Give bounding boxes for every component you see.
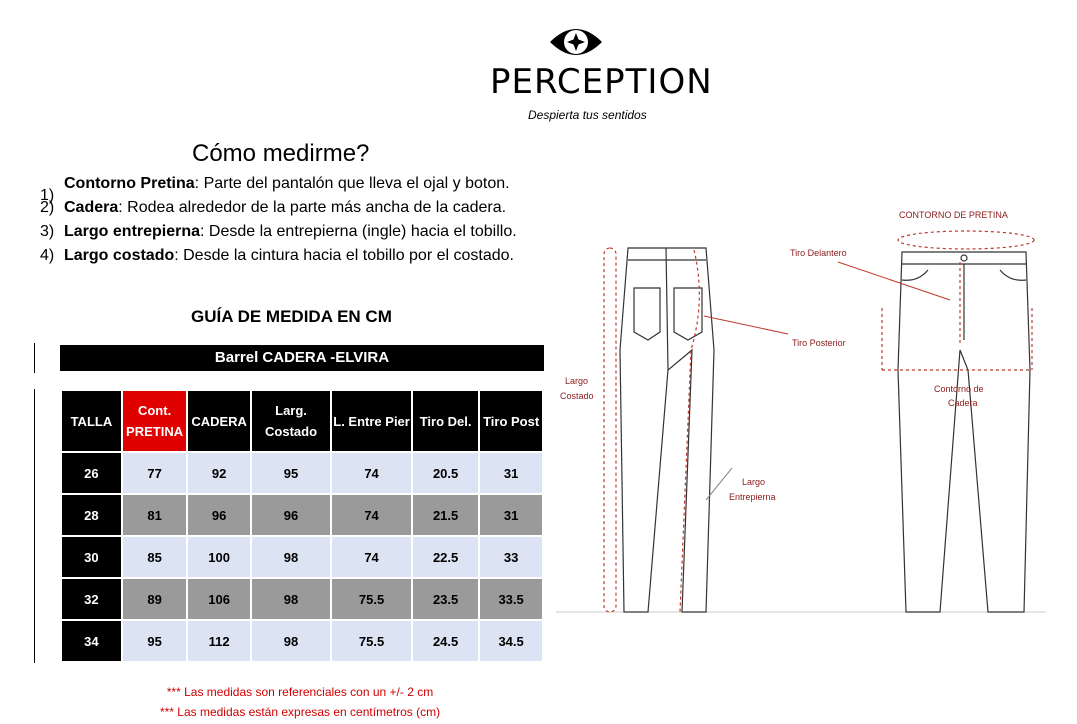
table-cell: 75.5: [331, 578, 412, 620]
note-line: *** Las medidas son referenciales con un +/- 2 cm: [166, 685, 434, 699]
table-cell: 31: [479, 494, 543, 536]
divider-line: [34, 343, 35, 373]
step-item: 2) Cadera: Rodea alrededor de la parte más ancha de la cadera.: [40, 199, 507, 216]
table-row: [61, 452, 543, 494]
label-largo-costado: Costado: [560, 391, 594, 401]
table-cell: 95: [122, 620, 188, 662]
table-cell: 98: [251, 578, 331, 620]
note-line: *** Las medidas están expresas en centímetros (cm): [159, 705, 441, 719]
step-desc: : Parte del pantalón que lleva el ojal y boton.: [194, 175, 510, 192]
step-desc: : Rodea alrededor de la parte más ancha de la cadera.: [118, 199, 507, 216]
header-cell: L. Entre Pier: [331, 390, 412, 452]
table-cell: 33.5: [479, 578, 543, 620]
size-guide-title: GUÍA DE MEDIDA EN CM: [191, 307, 392, 326]
step-item: 4) Largo costado: Desde la cintura hacia el tobillo por el costado.: [40, 247, 514, 264]
header-cell: TALLA: [61, 390, 122, 452]
size-table: [60, 389, 544, 663]
step-item: 3) Largo entrepierna: Desde la entrepierna (ingle) hacia el tobillo.: [40, 223, 517, 240]
table-cell: 22.5: [412, 536, 479, 578]
table-cell: 96: [251, 494, 331, 536]
table-cell: 74: [331, 536, 412, 578]
step-term: Largo costado: [64, 247, 175, 264]
table-cell: 85: [122, 536, 188, 578]
table-header-row: [61, 390, 543, 452]
divider-line: [34, 389, 35, 663]
header-cell: Cont. PRETINA: [122, 390, 188, 452]
label-largo-costado: Largo: [565, 376, 589, 386]
label-contorno-cadera: Contorno de: [934, 384, 984, 394]
brand-name: PERCEPTION: [490, 62, 713, 102]
table-cell: 95: [251, 452, 331, 494]
header-cell: CADERA: [187, 390, 251, 452]
step-term: Contorno Pretina: [64, 175, 195, 192]
step-term: Cadera: [64, 199, 119, 216]
table-row: [61, 536, 543, 578]
brand-tagline: Despierta tus sentidos: [528, 108, 647, 122]
size-cell: 28: [61, 494, 122, 536]
table-cell: 81: [122, 494, 188, 536]
header-cell: Larg. Costado: [251, 390, 331, 452]
table-cell: 106: [187, 578, 251, 620]
table-cell: 89: [122, 578, 188, 620]
label-largo-entrepierna: Largo: [742, 477, 766, 487]
table-cell: 74: [331, 452, 412, 494]
measurement-steps: [40, 172, 560, 268]
disclaimer-notes: [100, 682, 500, 722]
table-cell: 31: [479, 452, 543, 494]
header-cell: Tiro Post: [479, 390, 543, 452]
table-row: [61, 494, 543, 536]
table-cell: 21.5: [412, 494, 479, 536]
table-row: [61, 620, 543, 662]
table-cell: 112: [187, 620, 251, 662]
label-contorno-cadera: Cadera: [948, 398, 978, 408]
size-cell: 32: [61, 578, 122, 620]
step-item: 1) Contorno Pretina: Parte del pantalón que lleva el ojal y boton.: [40, 175, 510, 204]
table-cell: 74: [331, 494, 412, 536]
table-cell: 96: [187, 494, 251, 536]
step-desc: : Desde la entrepierna (ingle) hacia el tobillo.: [200, 223, 517, 240]
table-cell: 92: [187, 452, 251, 494]
label-contorno-pretina: CONTORNO DE PRETINA: [899, 210, 1008, 220]
table-cell: 34.5: [479, 620, 543, 662]
table-cell: 98: [251, 536, 331, 578]
table-cell: 98: [251, 620, 331, 662]
size-cell: 26: [61, 452, 122, 494]
label-tiro-delantero: Tiro Delantero: [790, 248, 847, 258]
how-to-title: Cómo medirme?: [192, 140, 370, 167]
table-cell: 75.5: [331, 620, 412, 662]
table-row: [61, 578, 543, 620]
label-tiro-posterior: Tiro Posterior: [792, 338, 846, 348]
size-cell: 34: [61, 620, 122, 662]
header-cell: Tiro Del.: [412, 390, 479, 452]
step-term: Largo entrepierna: [64, 223, 201, 240]
table-cell: 77: [122, 452, 188, 494]
table-cell: 24.5: [412, 620, 479, 662]
label-largo-entrepierna: Entrepierna: [729, 492, 776, 502]
eye-icon: [548, 22, 604, 62]
table-cell: 33: [479, 536, 543, 578]
table-cell: 100: [187, 536, 251, 578]
brand-logo: [490, 22, 713, 122]
table-cell: 23.5: [412, 578, 479, 620]
pants-measurement-diagram: [556, 200, 1048, 616]
table-title: Barrel CADERA -ELVIRA: [60, 345, 544, 371]
size-cell: 30: [61, 536, 122, 578]
step-desc: : Desde la cintura hacia el tobillo por el costado.: [174, 247, 514, 264]
table-cell: 20.5: [412, 452, 479, 494]
